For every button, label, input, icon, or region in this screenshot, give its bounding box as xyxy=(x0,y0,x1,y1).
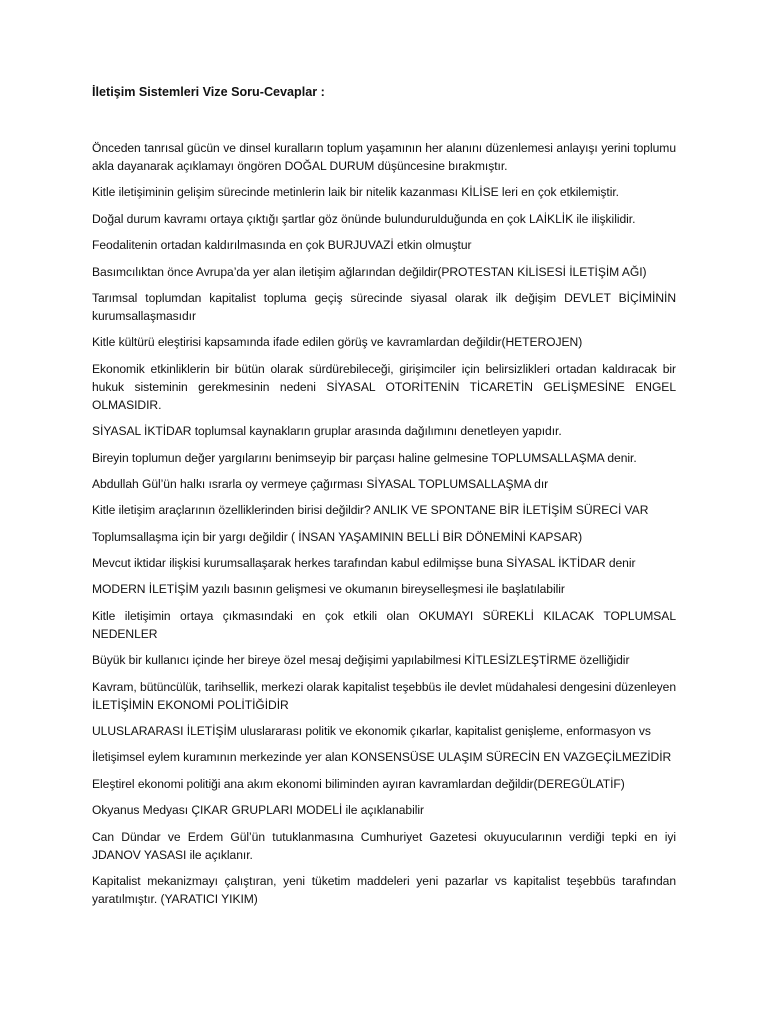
paragraph: Mevcut iktidar ilişkisi kurumsallaşarak herkes tarafından kabul edilmişse buna SİYASAL İKTİDAR denir xyxy=(92,556,636,571)
paragraph-list xyxy=(92,139,676,908)
paragraph: MODERN İLETİŞİM yazılı basının gelişmesi ve okumanın bireyselleşmesi ile başlatılabilir xyxy=(92,582,565,597)
paragraph: Feodalitenin ortadan kaldırılmasında en çok BURJUVAZİ etkin olmuştur xyxy=(92,238,472,253)
paragraph: Kavram, bütüncülük, tarihsellik, merkezi olarak kapitalist teşebbüs ile devlet müdahalesi dengesini düzenleyen İLETİŞİMİN EKONOMİ POLİTİĞİDİR xyxy=(92,679,676,712)
paragraph: Eleştirel ekonomi politiği ana akım ekonomi biliminden ayıran kavramlardan değildir(DEREGÜLATİF) xyxy=(92,776,625,791)
paragraph: Kitle kültürü eleştirisi kapsamında ifade edilen görüş ve kavramlardan değildir(HETEROJEN) xyxy=(92,335,583,350)
paragraph: Önceden tanrısal gücün ve dinsel kuralların toplum yaşamının her alanını düzenlemesi anlayışı yerini toplumu akla dayanarak açıklamayı öngören DOĞAL DURUM düşüncesine bırakmıştır. xyxy=(92,141,676,173)
paragraph: Tarımsal toplumdan kapitalist topluma geçiş sürecinde siyasal olarak ilk değişim DEVLET BİÇİMİNİN kurumsallaşmasıdır xyxy=(92,290,676,323)
paragraph: Okyanus Medyası ÇIKAR GRUPLARI MODELİ ile açıklanabilir xyxy=(92,803,424,818)
paragraph: Kitle iletişiminin gelişim sürecinde metinlerin laik bir nitelik kazanması KİLİSE leri en çok etkilemiştir. xyxy=(92,185,619,200)
paragraph: Kapitalist mekanizmayı çalıştıran, yeni tüketim maddeleri yeni pazarlar vs kapitalist teşebbüs tarafından yaratılmıştır. (YARATICI YIKIM) xyxy=(92,873,676,906)
paragraph: İletişimsel eylem kuramının merkezinde yer alan KONSENSÜSE ULAŞIM SÜRECİN EN VAZGEÇİLMEZİDİR xyxy=(92,750,672,765)
paragraph: Doğal durum kavramı ortaya çıktığı şartlar göz önünde bulundurulduğunda en çok LAİKLİK ile ilişkilidir. xyxy=(92,211,636,226)
paragraph: Toplumsallaşma için bir yargı değildir ( İNSAN YAŞAMININ BELLİ BİR DÖNEMİNİ KAPSAR) xyxy=(92,529,583,544)
paragraph: Büyük bir kullanıcı içinde her bireye özel mesaj değişimi yapılabilmesi KİTLESİZLEŞTİRME özelliğidir xyxy=(92,653,630,668)
paragraph: Abdullah Gül’ün halkı ısrarla oy vermeye çağırması SİYASAL TOPLUMSALLAŞMA dır xyxy=(92,476,549,491)
paragraph: Kitle iletişim araçlarının özelliklerinden birisi değildir? ANLIK VE SPONTANE BİR İLETİŞİM SÜRECİ VAR xyxy=(92,503,649,518)
paragraph: ULUSLARARASI İLETİŞİM uluslararası politik ve ekonomik çıkarlar, kapitalist genişleme, enformasyon vs xyxy=(92,724,651,739)
paragraph: Can Dündar ve Erdem Gül’ün tutuklanmasına Cumhuriyet Gazetesi okuyucularının verdiği tepki en iyi JDANOV YASASI ile açıklanır. xyxy=(92,829,676,862)
paragraph: Basımcılıktan önce Avrupa’da yer alan iletişim ağlarından değildir(PROTESTAN KİLİSESİ İLETİŞİM AĞI) xyxy=(92,264,647,279)
paragraph: SİYASAL İKTİDAR toplumsal kaynakların gruplar arasında dağılımını denetleyen yapıdır. xyxy=(92,424,562,439)
paragraph: Bireyin toplumun değer yargılarını benimseyip bir parçası haline gelmesine TOPLUMSALLAŞMA denir. xyxy=(92,450,637,465)
document-page xyxy=(92,84,676,916)
paragraph: Kitle iletişimin ortaya çıkmasındaki en çok etkili olan OKUMAYI SÜREKLİ KILACAK TOPLUMSAL NEDENLER xyxy=(92,608,676,641)
document-title: İletişim Sistemleri Vize Soru-Cevaplar : xyxy=(92,85,325,99)
paragraph: Ekonomik etkinliklerin bir bütün olarak sürdürebileceği, girişimciler için belirsizlikleri ortadan kaldıracak bir hukuk sisteminin gerekmesinin nedeni SİYASAL OTORİTENİN TİCARETİN GELİŞMESİNE ENGEL OLMASIDIR. xyxy=(92,361,676,412)
